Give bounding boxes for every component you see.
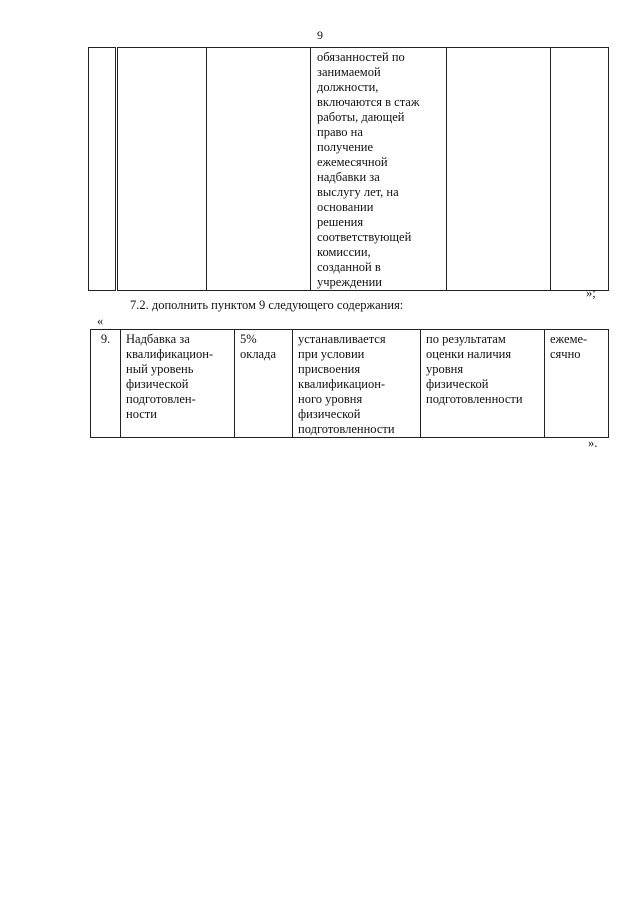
item-name: Надбавка за квалификацион- ный уровень физической подготовлен- ности	[126, 332, 214, 421]
table-cell	[117, 48, 207, 291]
table-cell	[89, 48, 117, 291]
item-number: 9.	[100, 332, 111, 346]
page-number: 9	[317, 28, 323, 42]
continuation-table	[88, 47, 609, 291]
item-name-cell	[121, 330, 235, 438]
item-condition: устанавливается при условии присвоения квалификацион- ного уровня физической подготовленности	[298, 332, 395, 436]
closing-quote: »;	[586, 286, 596, 300]
table-cell	[447, 48, 551, 291]
table-cell-text	[311, 48, 447, 291]
item-amount-cell	[235, 330, 293, 438]
table-cell	[551, 48, 609, 291]
item-basis-cell	[421, 330, 545, 438]
closing-quote-final: ».	[588, 436, 598, 450]
item-frequency-cell	[545, 330, 609, 438]
new-item-table	[90, 329, 609, 438]
item-condition-cell	[293, 330, 421, 438]
item-number-cell	[91, 330, 121, 438]
item-frequency: ежеме- сячно	[550, 332, 588, 361]
table-row	[91, 330, 609, 438]
opening-quote: «	[97, 314, 104, 328]
table-cell	[207, 48, 311, 291]
item-basis: по результатам оценки наличия уровня физической подготовленности	[426, 332, 523, 406]
table-row	[89, 48, 609, 291]
amendment-paragraph: 7.2. дополнить пунктом 9 следующего содержания:	[130, 298, 404, 312]
item-amount: 5% оклада	[240, 332, 277, 361]
cell-text: обязанностей по занимаемой должности, включаются в стаж работы, дающей право на получение ежемесячной надбавки за выслугу лет, на основании решения соответствующей комиссии, созданной в учреждении	[317, 50, 420, 289]
